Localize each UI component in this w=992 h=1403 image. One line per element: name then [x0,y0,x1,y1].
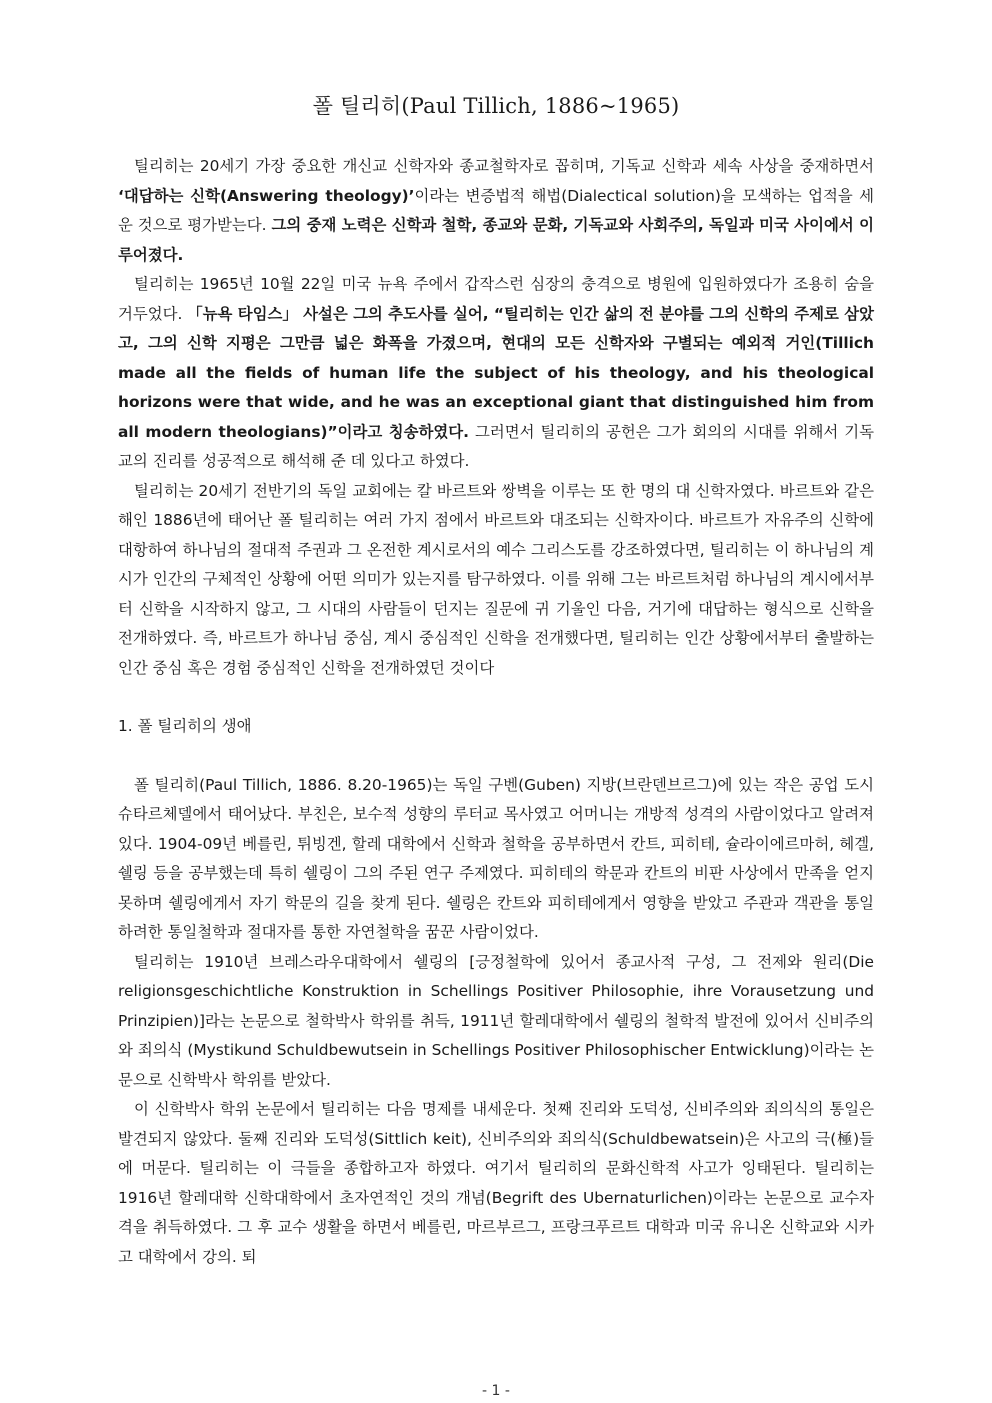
paragraph-death [118,270,874,477]
bold-text-run: 그의 중재 노력은 신학과 철학, 종교와 문화, 기독교와 사회주의, 독일과 미국 사이에서 이루어졌다. [118,216,874,264]
bold-text-run: 「뉴욕 타임스」 사설은 그의 추도사를 실어, “틸리히는 인간 삶의 전 분야를 그의 신학의 주제로 삼았고, 그의 신학 지평은 그만큼 넓은 화폭을 가졌으며, 현대의 모든 신학자와 구별되는 예외적 거인(Tillich made all the fields of human life the subject of his theology, and his theological horizons were that wide, and he was an exceptional giant that distinguished him from all modern theologians)”이라고 칭송하였다. [118,304,874,441]
page-title: 폴 틸리히(Paul Tillich, 1886~1965) [312,94,680,118]
text-run: 틸리히는 1965년 10월 22일 미국 뉴욕 주에서 갑작스런 심장의 충격으로 병원에 입원하였다가 조용히 숨을 거두었다. [118,275,874,323]
paragraph-thesis: 이 신학박사 학위 논문에서 틸리히는 다음 명제를 내세운다. 첫째 진리와 도덕성, 신비주의와 죄의식의 통일은 발견되지 않았다. 둘째 진리와 도덕성(Sittlich keit), 신비주의와 죄의식(Schuldbewatsein)은 사고의 극(極)들에 머문다. 틸리히는 이 극들을 종합하고자 하였다. 여기서 틸리히의 문화신학적 사고가 잉태된다. 틸리히는 1916년 할레대학 신학대학에서 초자연적인 것의 개념(Begrift des Ubernaturlichen)이라는 논문으로 교수자격을 취득하였다. 그 후 교수 생활을 하면서 베를린, 마르부르그, 프랑크푸르트 대학과 미국 유니온 신학교와 시카고 대학에서 강의. 퇴 [118,1100,874,1266]
page-number: - 1 - [482,1383,510,1399]
section-heading-life: 1. 폴 틸리히의 생애 [118,717,252,735]
paragraph-barth-comparison: 틸리히는 20세기 전반기의 독일 교회에는 칼 바르트와 쌍벽을 이루는 또 한 명의 대 신학자였다. 바르트와 같은 해인 1886년에 태어난 폴 틸리히는 여러 가지 점에서 바르트와 대조되는 신학자이다. 바르트가 자유주의 신학에 대항하여 하나님의 절대적 주권과 그 온전한 계시로서의 예수 그리스도를 강조하였다면, 틸리히는 이 하나님의 계시가 인간의 구체적인 상황에 어떤 의미가 있는지를 탐구하였다. 이를 위해 그는 바르트처럼 하나님의 계시에서부터 신학을 시작하지 않고, 그 시대의 사람들이 던지는 질문에 귀 기울인 다음, 거기에 대답하는 형식으로 신학을 전개하였다. 즉, 바르트가 하나님 중심, 계시 중심적인 신학을 전개했다면, 틸리히는 인간 상황에서부터 출발하는 인간 중심 혹은 경험 중심적인 신학을 전개하였던 것이다 [118,481,874,677]
paragraph-birth: 폴 틸리히(Paul Tillich, 1886. 8.20-1965)는 독일 구벤(Guben) 지방(브란덴브르그)에 있는 작은 공업 도시 슈타르체델에서 태어났다. 부친은, 보수적 성향의 루터교 목사였고 어머니는 개방적 성격의 사람이었다고 알려져 있다. 1904-09년 베를린, 튀빙겐, 할레 대학에서 신학과 철학을 공부하면서 칸트, 피히테, 슐라이에르마허, 헤겔, 쉘링 등을 공부했는데 특히 쉘링이 그의 주된 연구 주제였다. 피히테의 학문과 칸트의 비판 사상에서 만족을 얻지 못하며 쉘링에게서 자기 학문의 길을 찾게 된다. 쉘링은 칸트와 피히테에게서 영향을 받았고 주관과 객관을 통일하려한 통일철학과 절대자를 통한 자연철학을 꿈꾼 사람이었다. [118,775,874,941]
document-body [118,152,874,1272]
paragraph-degrees: 틸리히는 1910년 브레스라우대학에서 쉘링의 [긍정철학에 있어서 종교사적 구성, 그 전제와 원리(Die religionsgeschichtliche Konstruktion in Schellings Positiver Philosophie, ihre Vorausetzung und Prinzipien)]라는 논문으로 철학박사 학위를 취득, 1911년 할레대학에서 쉘링의 철학적 발전에 있어서 신비주의와 죄의식 (Mystikund Schuldbewutsein in Schellings Positiver Philosophischer Entwicklung)이라는 논문으로 신학박사 학위를 받았다. [118,952,874,1089]
text-run: 틸리히는 20세기 가장 중요한 개신교 신학자와 종교철학자로 꼽히며, 기독교 신학과 세속 사상을 중재하면서 [134,157,874,175]
paragraph-intro [118,152,874,270]
text-run: 그러면서 틸리히의 공헌은 그가 회의의 시대를 위해서 기독교의 진리를 성공적으로 해석해 준 데 있다고 하였다. [118,422,874,470]
bold-text-run: ‘대답하는 신학(Answering theology)’ [118,186,415,205]
text-run: 이라는 변증법적 해법(Dialectical solution)을 모색하는 업적을 세운 것으로 평가받는다. [118,186,874,234]
